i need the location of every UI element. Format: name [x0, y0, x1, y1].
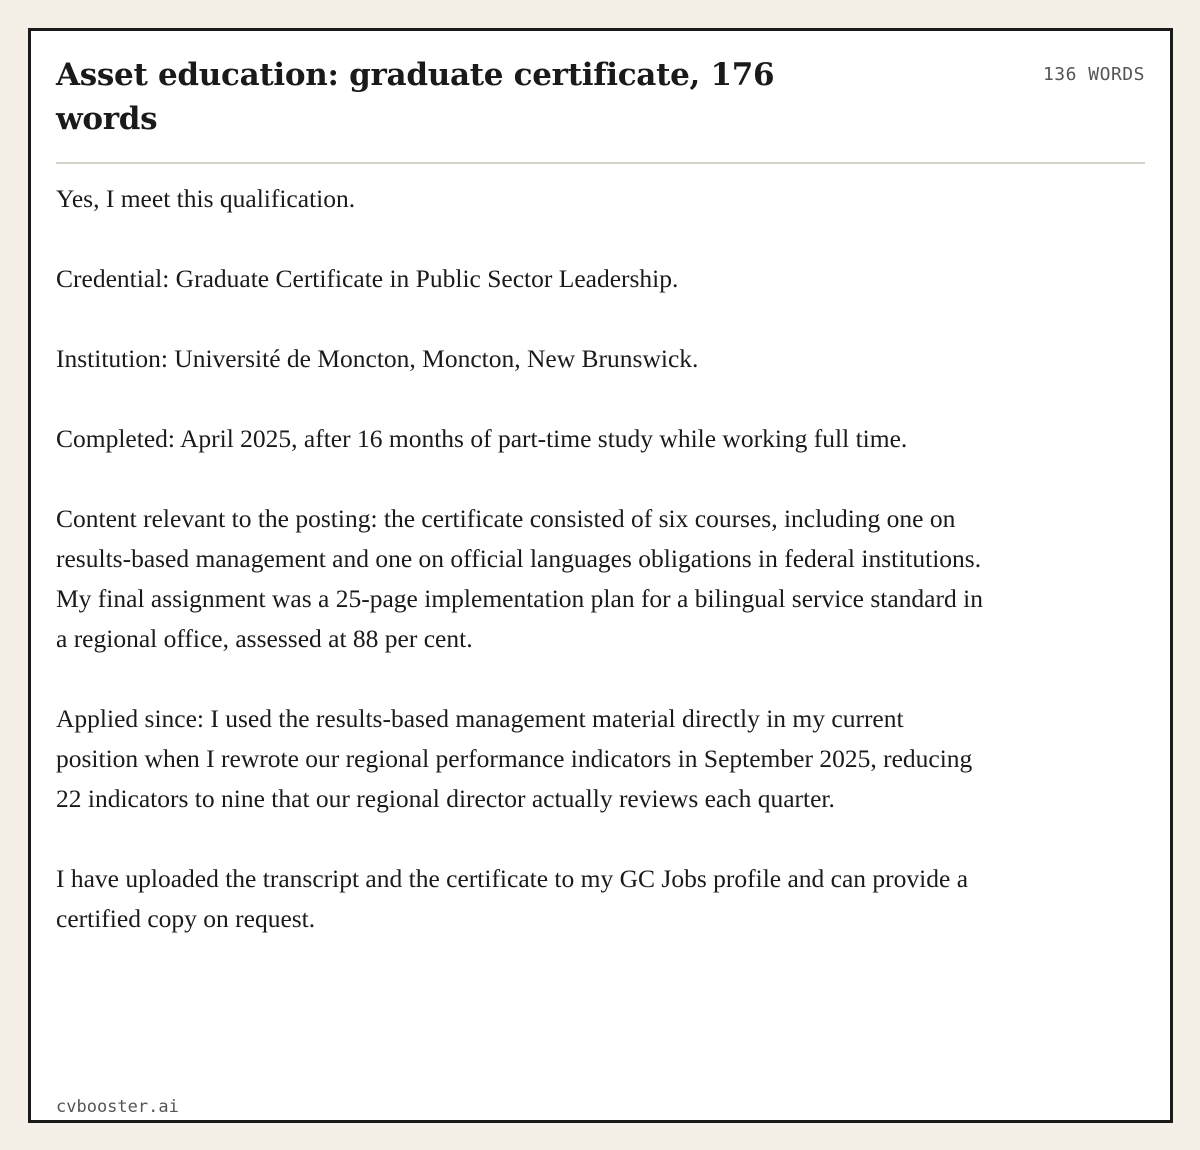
answer-body: [56, 179, 986, 979]
paragraph-content: Content relevant to the posting: the certificate consisted of six courses, including one on results-based management and one on official languages obligations in federal institutions. My final assignment was a 25-page implementation plan for a bilingual service standard in a regional office, assessed at 88 per cent.: [56, 504, 983, 653]
card-title: Asset education: graduate certificate, 176 words: [56, 57, 775, 137]
paragraph-institution: Institution: Université de Moncton, Moncton, New Brunswick.: [56, 344, 699, 373]
paragraph-completed: Completed: April 2025, after 16 months of part-time study while working full time.: [56, 424, 908, 453]
paragraph-qualification: Yes, I meet this qualification.: [56, 184, 356, 213]
footer-brand: cvbooster.ai: [56, 1097, 179, 1117]
paragraph-applied: Applied since: I used the results-based management material directly in my current position when I rewrote our regional performance indicators in September 2025, reducing 22 indicators to nine that our regional director actually reviews each quarter.: [56, 704, 973, 813]
card-header: [56, 31, 1145, 164]
paragraph-uploaded: I have uploaded the transcript and the certificate to my GC Jobs profile and can provide a certified copy on request.: [56, 864, 969, 933]
answer-card: [28, 28, 1173, 1123]
paragraph-credential: Credential: Graduate Certificate in Public Sector Leadership.: [56, 264, 679, 293]
word-count-badge: 136 WORDS: [1042, 64, 1145, 85]
